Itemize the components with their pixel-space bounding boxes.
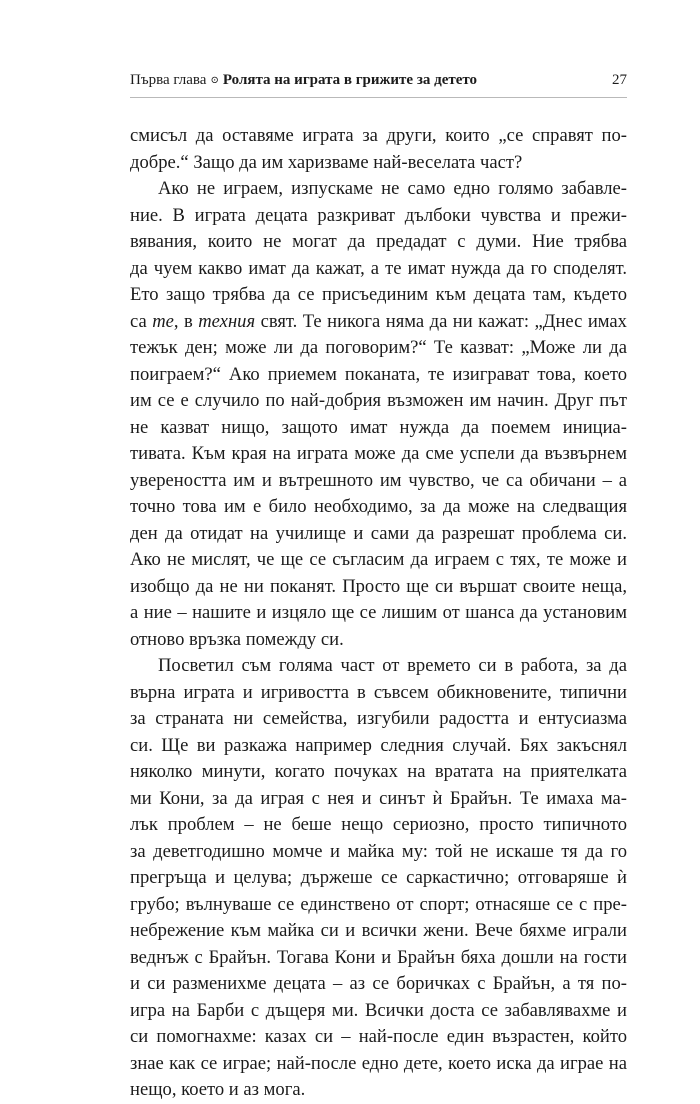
text-line: за страната ни семейства, изгубили радостта и ентусиазма	[130, 708, 627, 729]
text-line: Ето защо трябва да се присъединим към децата там, където	[130, 284, 627, 305]
text-line: тежък ден; може ли да поговорим?“ Те казват: „Може ли да	[130, 337, 627, 358]
text-line: отново връзка помежду си.	[130, 628, 344, 650]
running-header	[130, 70, 627, 98]
emphasis-text: те	[152, 310, 174, 332]
text-segment: са	[130, 310, 153, 332]
text-line: ние. В играта децата разкриват дълбоки чувства и прежи-	[130, 204, 627, 226]
text-line: увереността им и вътрешното им чувство, че са обичани – а	[130, 469, 627, 491]
text-line: върна играта и игривостта в съвсем обикновените, типични	[130, 681, 627, 703]
text-line: да чуем какво имат да кажат, а те имат нужда да го споделят.	[130, 257, 627, 279]
text-line: и си разменихме децата – аз се боричках с Брайън, а тя по-	[130, 973, 627, 994]
text-line: Ако не мислят, че ще се съгласим да играем с тях, те може и	[130, 549, 627, 570]
text-line: точно това им е било необходимо, за да може на следващия	[130, 496, 627, 517]
text-line: прегръща и целува; държеше се саркастично; отговаряше ѝ	[130, 867, 627, 888]
page-number: 27	[612, 72, 627, 88]
text-segment: , в	[173, 310, 199, 332]
text-line: небрежение към майка си и всички жени. Вече бяхме играли	[130, 920, 627, 941]
paragraph	[130, 123, 627, 176]
text-line: веднъж с Брайън. Тогава Кони и Брайън бяха дошли на гости	[130, 946, 627, 968]
paragraph	[130, 176, 627, 653]
text-line: си. Ще ви разкажа например следния случай. Бях закъснял	[130, 734, 627, 756]
text-line: лък проблем – не беше нещо сериозно, просто типичното	[130, 814, 627, 835]
text-line: не казват нищо, защото имат нужда да поемем инициа-	[130, 416, 627, 438]
text-line: Посветил съм голяма част от времето си в работа, за да	[158, 655, 627, 676]
text-line: си помогнахме: казах си – най-после един възрастен, който	[130, 1026, 627, 1047]
chapter-label: Първа глава	[130, 72, 207, 88]
text-line: ми Кони, за да играя с нея и синът ѝ Брайън. Те имаха ма-	[130, 787, 627, 809]
text-line: смисъл да оставяме играта за други, които „се справят по-	[130, 125, 627, 146]
text-line: няколко минути, когато почуках на вратата на приятелката	[130, 761, 627, 782]
text-line: тивата. Към края на играта може да сме успели да възвърнем	[130, 443, 627, 464]
text-line: за деветгодишно момче и майка му: той не искаше тя да го	[130, 840, 627, 862]
chapter-title: Ролята на играта в грижите за детето	[222, 72, 478, 88]
text-line: игра на Барби с дъщеря ми. Всички доста се забавлявахме и	[130, 999, 627, 1021]
text-line	[130, 309, 627, 336]
text-line: вявания, които не могат да предадат с думи. Ние трябва	[130, 231, 627, 252]
text-line: грубо; вълнуваше се единствено от спорт; отнасяше се с пре-	[130, 893, 627, 915]
emphasis-text: техния	[198, 310, 256, 332]
text-segment: свят. Те никога няма да ни кажат: „Днес имах	[255, 310, 627, 332]
text-line: а ние – нашите и изцяло ще се лишим от шанса да установим	[130, 602, 627, 623]
paragraph	[130, 653, 627, 1104]
text-line: ден да отидат на училище и сами да разрешат проблема си.	[130, 522, 627, 544]
text-line: знае как се играе; най-после едно дете, което иска да играе на	[130, 1052, 627, 1074]
text-line: поиграем?“ Ако приемем поканата, те изиграват това, което	[130, 363, 627, 385]
body-text	[130, 123, 627, 1104]
text-line: нещо, което и аз мога.	[130, 1079, 306, 1100]
text-line: добре.“ Защо да им харизваме най-веселата част?	[130, 151, 523, 173]
text-line: Ако не играем, изпускаме не само едно голямо забавле-	[158, 178, 627, 199]
separator-icon: ⊙	[210, 75, 219, 86]
running-header-title-group	[130, 70, 477, 92]
text-line: им се е случило по най-добрия възможен им начин. Друг път	[130, 390, 627, 411]
text-line: изобщо да не ни поканят. Просто ще си вършат своите неща,	[130, 575, 627, 597]
